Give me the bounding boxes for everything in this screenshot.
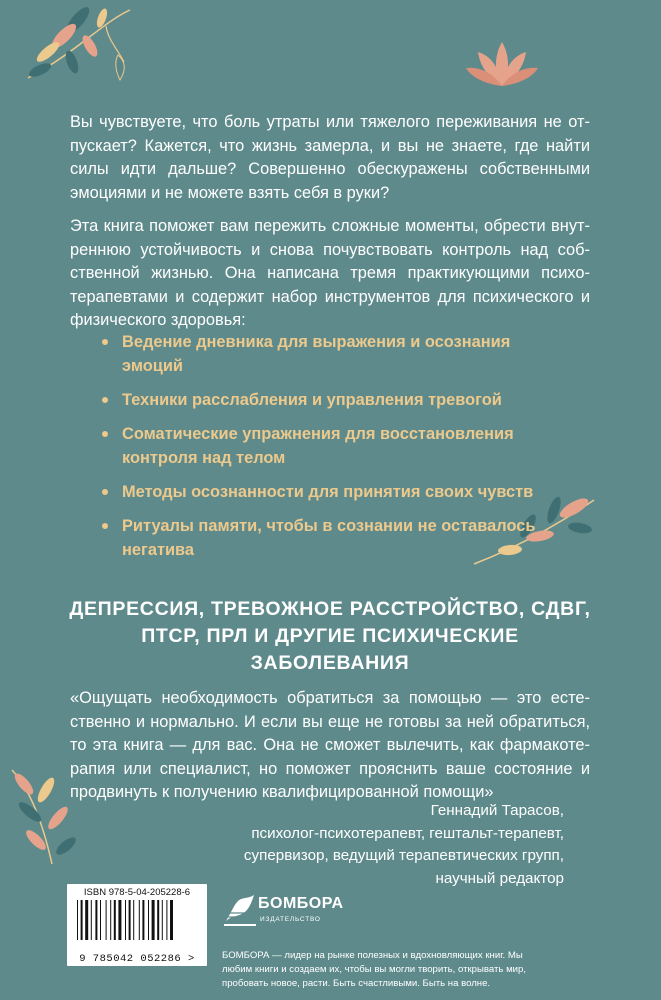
leaf-branch-icon [18,0,138,90]
list-item: Ведение дневника для выражения и осознания эмоций [102,330,552,378]
bullet-dot-icon [102,523,108,529]
author-name: Геннадий Тарасов, [430,802,564,819]
bullet-dot-icon [102,489,108,495]
list-item: Техники расслабления и управления тревогой [102,388,552,412]
isbn-label: ISBN 978-5-04-205228-6 [83,887,191,898]
quote-author [244,800,564,890]
list-item: Методы осознанности для принятия своих чувств [102,480,552,504]
bullet-dot-icon [102,397,108,403]
testimonial-quote: «Ощущать необходимость обратиться за помощью — это естественно и нормально. И если вы еще не готовы за ней обратиться, то эта книга — для вас. Она не сможет вылечить, как фармакотерапия или специалист, но поможет прояснить ваше состояние и продвинуть к получению квалифицированной помощи» [70,689,590,802]
publisher-note: БОМБОРА — лидер на рынке полезных и вдохновляющих книг. Мы любим книги и создаем их, чтобы вы могли творить, открывать мир, пробовать новое, расти. Быть счастливыми. Быть на волне. [222,950,527,989]
author-role: супервизор, ведущий терапевтических групп, [243,847,564,864]
list-item: Соматические упражнения для восстановления контроля над телом [102,422,552,470]
barcode [67,884,207,966]
barcode-number: 9 785042 052286 > [79,953,195,965]
publisher-name: БОМБОРА [258,895,344,912]
author-role: научный редактор [435,869,564,887]
author-role: психолог-психотерапевт, гештальт-терапевт, [251,824,564,842]
list-item: Ритуалы памяти, чтобы в сознании не оставалось негатива [102,514,552,562]
headline: ДЕПРЕССИЯ, ТРЕВОЖНОЕ РАССТРОЙСТВО, СДВГ, ПТСР, ПРЛ И ДРУГИЕ ПСИХИЧЕСКИЕ ЗАБОЛЕВАНИЯ [69,598,591,674]
description-paragraph: Эта книга поможет вам пережить сложные моменты, обрести внутреннюю устойчивость и снова почувствовать контроль над собственной жизнью. Она написана тремя практикующими психотерапевтами и содержит набор инструментов для психического и физического здоровья: [70,217,590,330]
lotus-flower-icon [462,36,542,92]
intro-paragraph: Вы чувствуете, что боль утраты или тяжелого переживания не отпускает? Кажется, что жизнь замерла, и вы не знаете, где найти силы идти дальше? Совершенно обескуражены собственными эмоциями и не можете взять себя в руки? [70,113,590,202]
bullet-dot-icon [102,339,108,345]
bombora-wave-logo-icon [222,887,258,927]
barcode-bars [75,900,199,952]
bullet-dot-icon [102,431,108,437]
features-list [102,330,552,572]
publisher-sub: ИЗДАТЕЛЬСТВО [260,916,321,923]
